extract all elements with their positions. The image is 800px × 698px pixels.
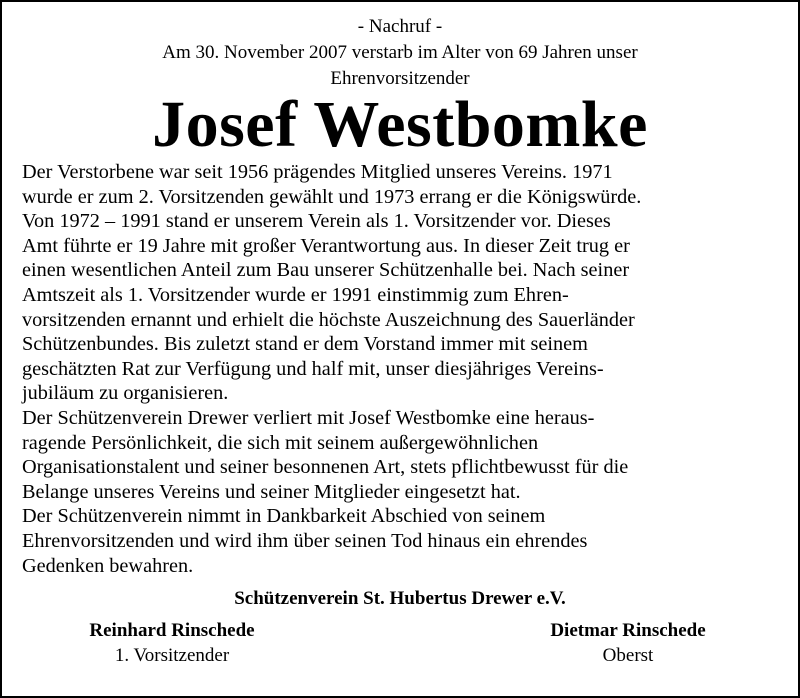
body-line: ragende Persönlichkeit, die sich mit seinem außergewöhnlichen bbox=[22, 431, 539, 454]
body-line: Amt führte er 19 Jahre mit großer Verantwortung aus. In dieser Zeit trug er bbox=[22, 234, 630, 257]
signatories bbox=[22, 618, 778, 668]
notice-kicker: - Nachruf - bbox=[357, 16, 443, 37]
body-line: Der Schützenverein Drewer verliert mit Josef Westbomke eine heraus- bbox=[22, 406, 595, 429]
notice-body bbox=[22, 160, 778, 578]
body-line: vorsitzenden ernannt und erhielt die höchste Auszeichnung des Sauerländer bbox=[22, 308, 635, 331]
notice-title-line: Ehrenvorsitzender bbox=[330, 68, 470, 89]
signer-role: 1. Vorsitzender bbox=[114, 645, 230, 667]
body-line: Organisationstalent und seiner besonnenen Art, stets pflichtbewusst für die bbox=[22, 456, 629, 479]
notice-intro-line: Am 30. November 2007 verstarb im Alter von 69 Jahren unser bbox=[162, 42, 638, 63]
body-line: wurde er zum 2. Vorsitzenden gewählt und 1973 errang er die Königswürde. bbox=[22, 185, 642, 208]
body-line: einen wesentlichen Anteil zum Bau unserer Schützenhalle bei. Nach seiner bbox=[22, 259, 630, 282]
body-line: Ehrenvorsitzenden und wird ihm über seinen Tod hinaus ein ehrendes bbox=[22, 529, 588, 552]
body-line: Von 1972 – 1991 stand er unserem Verein als 1. Vorsitzender vor. Dieses bbox=[22, 210, 611, 233]
signer-role: Oberst bbox=[602, 645, 654, 667]
signer-left bbox=[22, 618, 322, 668]
body-line: Der Verstorbene war seit 1956 prägendes Mitglied unseres Vereins. 1971 bbox=[22, 161, 613, 183]
body-line: Schützenbundes. Bis zuletzt stand er dem Vorstand immer mit seinem bbox=[22, 333, 588, 356]
body-line: jubiläum zu organisieren. bbox=[22, 382, 229, 405]
body-line: geschätzten Rat zur Verfügung und half mit, unser diesjähriges Vereins- bbox=[22, 357, 604, 380]
signer-name: Dietmar Rinschede bbox=[550, 620, 706, 642]
body-line: Amtszeit als 1. Vorsitzender wurde er 1991 einstimmig zum Ehren- bbox=[22, 283, 569, 306]
body-line: Der Schützenverein nimmt in Dankbarkeit Abschied von seinem bbox=[22, 505, 546, 528]
signer-right bbox=[478, 618, 778, 668]
organization-name: Schützenverein St. Hubertus Drewer e.V. bbox=[234, 588, 566, 610]
body-line: Gedenken bewahren. bbox=[22, 554, 194, 577]
deceased-name: Josef Westbomke bbox=[152, 88, 648, 161]
signer-name: Reinhard Rinschede bbox=[89, 620, 255, 642]
body-line: Belange unseres Vereins und seiner Mitglieder eingesetzt hat. bbox=[22, 480, 521, 503]
